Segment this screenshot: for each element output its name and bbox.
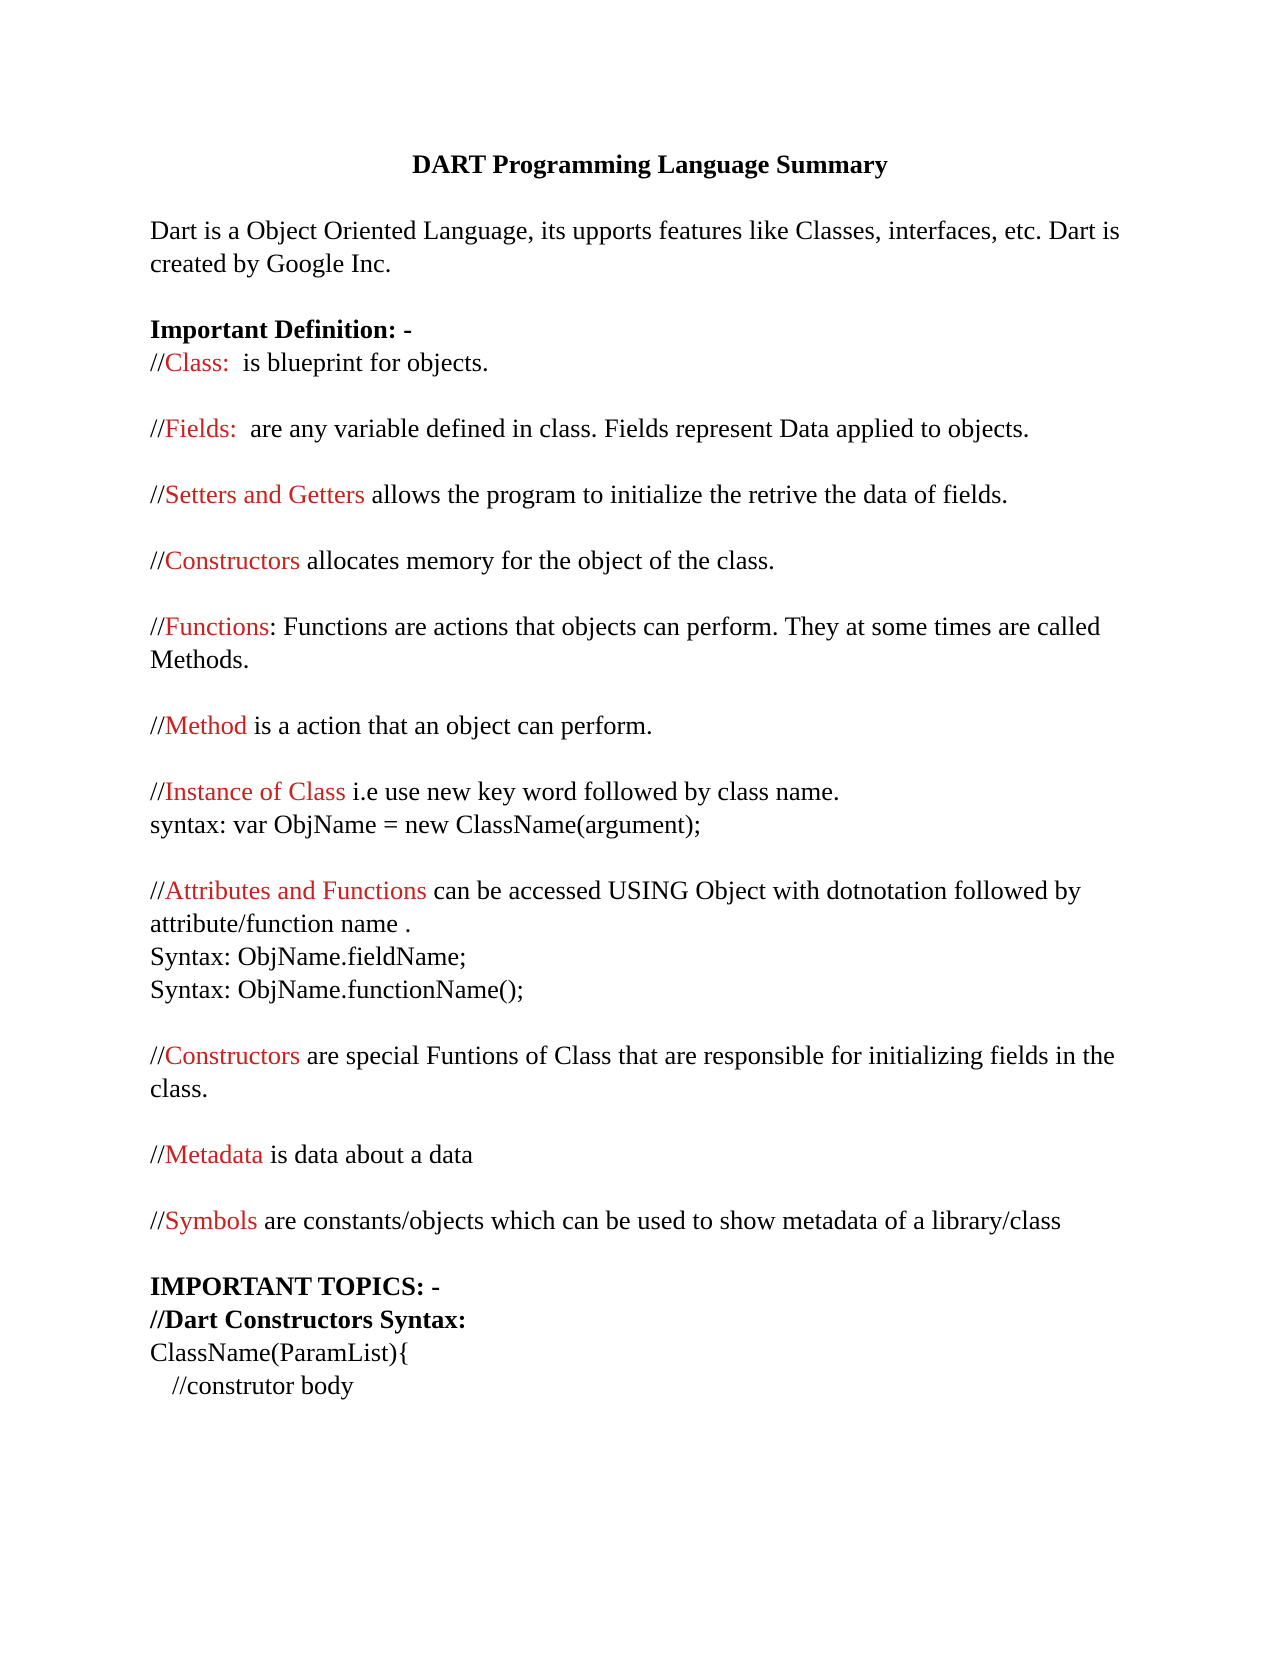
definition-text: : Functions are actions that objects can perform. They at some times are called Methods. [150, 611, 1107, 674]
comment-prefix: // [150, 413, 165, 443]
definition-item [150, 709, 1130, 742]
constructor-code-block [150, 1336, 1130, 1402]
syntax-line: Syntax: ObjName.fieldName; [150, 941, 467, 971]
comment-prefix: // [150, 710, 165, 740]
comment-prefix: // [150, 611, 165, 641]
comment-prefix: // [150, 347, 165, 377]
definition-text: is a action that an object can perform. [247, 710, 653, 740]
definition-term: Metadata [164, 1139, 264, 1169]
definition-text: can be accessed USING Object with dotnotation followed by attribute/function name . [150, 875, 1088, 938]
definition-term: Functions [164, 611, 270, 641]
comment-prefix: // [150, 1139, 165, 1169]
comment-prefix: // [150, 545, 165, 575]
comment-prefix: // [150, 1205, 165, 1235]
definition-text: allocates memory for the object of the class. [300, 545, 775, 575]
definition-term: Constructors [164, 545, 301, 575]
definition-text: allows the program to initialize the retrive the data of fields. [364, 479, 1009, 509]
constructor-syntax-heading: //Dart Constructors Syntax: [150, 1304, 467, 1334]
definition-term: Symbols [164, 1205, 258, 1235]
syntax-line: syntax: var ObjName = new ClassName(argument); [150, 809, 701, 839]
code-line: ClassName(ParamList){ [150, 1337, 410, 1367]
definition-item [150, 775, 1130, 841]
definition-text: is data about a data [263, 1139, 474, 1169]
comment-prefix: // [150, 1040, 165, 1070]
definition-item [150, 412, 1130, 445]
definition-term: Class: [164, 347, 230, 377]
definition-item [150, 1039, 1130, 1105]
definition-item [150, 544, 1130, 577]
definitions-list [150, 346, 1130, 1237]
comment-prefix: // [150, 479, 165, 509]
intro-paragraph: Dart is a Object Oriented Language, its upports features like Classes, interfaces, etc. Dart is created by Google Inc. [150, 215, 1120, 278]
definition-text: is blueprint for objects. [229, 347, 489, 377]
definition-item [150, 874, 1130, 1006]
definition-item [150, 478, 1130, 511]
definition-term: Attributes and Functions [164, 875, 427, 905]
definition-item [150, 346, 1130, 379]
document-page [150, 148, 1130, 1402]
definition-term: Setters and Getters [164, 479, 365, 509]
definitions-heading: Important Definition: - [150, 314, 413, 344]
definition-term: Instance of Class [164, 776, 346, 806]
definition-item [150, 1204, 1130, 1237]
comment-prefix: // [150, 776, 165, 806]
code-line: //construtor body [172, 1370, 354, 1400]
topics-heading: IMPORTANT TOPICS: - [150, 1271, 441, 1301]
document-title: DART Programming Language Summary [412, 149, 888, 179]
definition-text: are any variable defined in class. Fields represent Data applied to objects. [236, 413, 1030, 443]
comment-prefix: // [150, 875, 165, 905]
definition-text: are special Funtions of Class that are responsible for initializing fields in the class. [150, 1040, 1122, 1103]
definition-term: Method [164, 710, 248, 740]
definition-term: Constructors [164, 1040, 301, 1070]
definition-text: are constants/objects which can be used to show metadata of a library/class [257, 1205, 1062, 1235]
definition-item [150, 1138, 1130, 1171]
definition-term: Fields: [164, 413, 237, 443]
definition-text: i.e use new key word followed by class name. [345, 776, 840, 806]
syntax-line: Syntax: ObjName.functionName(); [150, 974, 524, 1004]
definition-item [150, 610, 1130, 676]
